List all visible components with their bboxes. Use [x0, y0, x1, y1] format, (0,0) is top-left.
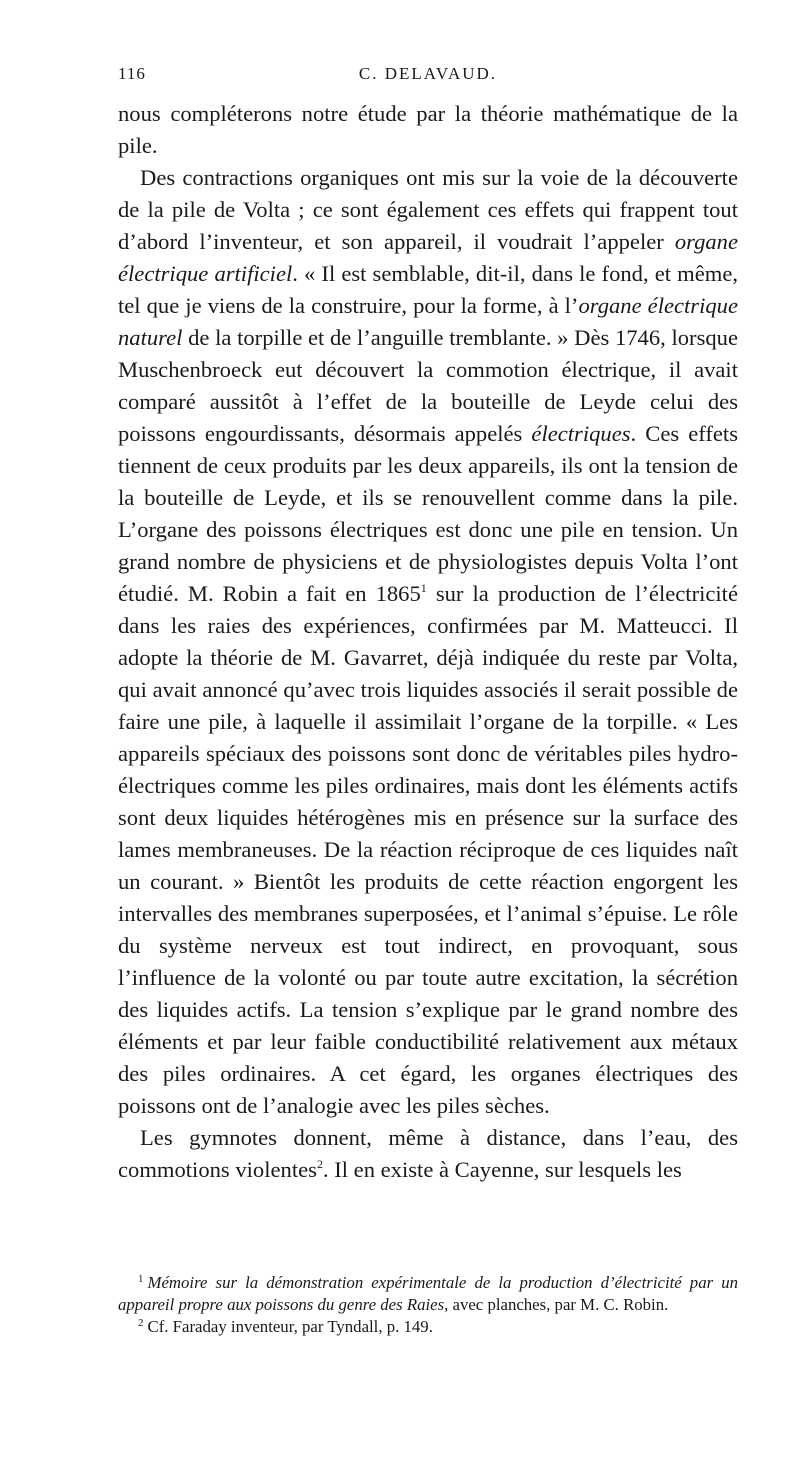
footnote-marker: 2 — [316, 1157, 323, 1171]
text-run: , avec planches, par M. C. Robin. — [444, 1295, 669, 1314]
footnote-marker: 1 — [138, 1273, 144, 1285]
italic-text: Mémoire sur la démonstration expérimentale de la production d’électricité par un appareil propre aux poissons du genre des Raies — [118, 1273, 738, 1314]
text-run: de la torpille et de l’anguille tremblante. » Dès 1746, lorsque Muschenbroeck eut découvert la commotion électrique, il avait comparé aussitôt à l’effet de la bouteille de Leyde celui des poissons engourdissants, désormais appelés — [118, 325, 738, 446]
text-run: . « Il est semblable, dit-il, dans le fond, et même, tel que je viens de la construire, pour la forme, à l’ — [118, 261, 738, 318]
running-head — [118, 64, 738, 88]
text-run: Cf. Faraday inventeur, par Tyndall, p. 149. — [147, 1317, 433, 1336]
paragraph — [118, 1122, 738, 1186]
text-run: sur la production de l’électricité dans les raies des expériences, confirmées par M. Matteucci. Il adopte la théorie de M. Gavarret, déjà indiquée du reste par Volta, qui avait annoncé qu’avec trois liquides associés il serait possible de faire une pile, à laquelle il assimilait l’organe de la torpille. « Les appareils spéciaux des poissons sont donc de véritables piles hydro-électriques comme les piles ordinaires, mais dont les éléments actifs sont deux liquides hétérogènes mis en présence sur la surface des lames membraneuses. De la réaction réciproque de ces liquides naît un courant. » Bientôt les produits de cette réaction engorgent les intervalles des membranes superposées, et l’animal s’épuise. Le rôle du système nerveux est tout indirect, en provoquant, sous l’influence de la volonté ou par toute autre excitation, la sécrétion des liquides actifs. La tension s’explique par le grand nombre des éléments et par leur faible conductibilité relativement aux métaux des piles ordinaires. A cet égard, les organes électriques des poissons ont de l’analogie avec les piles sèches. — [118, 581, 738, 1118]
page-number: 116 — [118, 64, 146, 83]
text-run: Les gymnotes donnent, même à distance, dans l’eau, des commotions violentes — [118, 1125, 738, 1182]
body-text — [118, 98, 738, 1186]
text-run: . Il en existe à Cayenne, sur lesquels les — [322, 1157, 682, 1182]
paragraph — [118, 98, 738, 162]
footnote — [118, 1272, 738, 1316]
italic-text: organe électrique artificiel — [118, 229, 738, 286]
running-title: C. DELAVAUD. — [358, 64, 498, 83]
footnote — [118, 1316, 738, 1338]
text-run: . Ces effets tiennent de ceux produits par les deux appareils, ils ont la tension de la bouteille de Leyde, et ils se renouvellent comme dans la pile. L’organe des poissons électriques est donc une pile en tension. Un grand nombre de physiciens et de physiologistes depuis Volta l’ont étudié. M. Robin a fait en 1865 — [118, 421, 738, 606]
footnote-marker: 2 — [138, 1317, 144, 1329]
text-run: nous compléterons notre étude par la théorie mathématique de la pile. — [118, 101, 738, 158]
italic-text: organe électrique naturel — [118, 293, 738, 350]
paragraph — [118, 162, 738, 1122]
footnote-marker: 1 — [420, 581, 427, 595]
footnotes — [118, 1272, 738, 1338]
italic-text: électriques — [531, 421, 631, 446]
text-run: Des contractions organiques ont mis sur la voie de la découverte de la pile de Volta ; ce sont également ces effets qui frappent tout d’abord l’inventeur, et son appareil, il voudrait l’appeler — [118, 165, 738, 254]
